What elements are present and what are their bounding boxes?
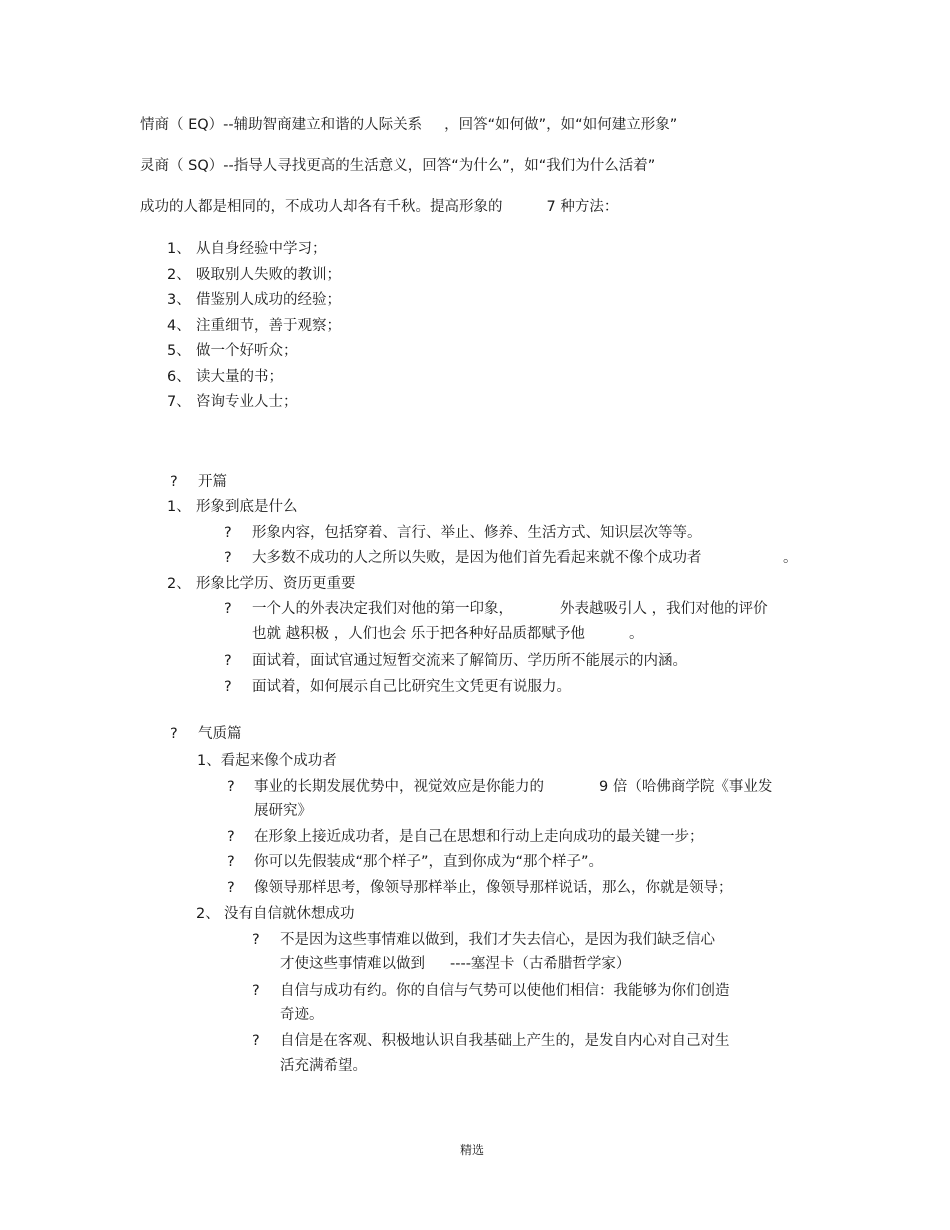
method-text: 做一个好听众； bbox=[196, 343, 298, 359]
part1-s1-bullet1: 形象内容，包括穿着、言行、举止、修养、生活方式、知识层次等等。 bbox=[252, 525, 702, 541]
method-text: 吸取别人失败的教训； bbox=[196, 267, 341, 283]
method-num: 5、 bbox=[167, 343, 191, 359]
part1-title: 开篇 bbox=[198, 474, 227, 490]
success-text-a: 成功的人都是相同的，不成功人却各有千秋。提高形象的 bbox=[140, 199, 503, 215]
part1-s2-bullet3: 面试着，如何展示自己比研究生文凭更有说服力。 bbox=[252, 679, 571, 695]
part1-s1-title: 形象到底是什么 bbox=[196, 499, 298, 515]
method-text: 借鉴别人成功的经验； bbox=[196, 292, 341, 308]
part1-s2-bullet1-c: 也就 越积极 ，人们也会 乐于把各种好品质都赋予他 bbox=[252, 626, 585, 642]
part1-s2-bullet1-a: 一个人的外表决定我们对他的第一印象， bbox=[252, 601, 513, 617]
bullet-marker: ? bbox=[252, 1033, 260, 1049]
part2-s1-title: 1、看起来像个成功者 bbox=[197, 753, 337, 769]
part1-s2-title: 形象比学历、资历更重要 bbox=[196, 576, 356, 592]
page-footer: 精选 bbox=[460, 1143, 485, 1157]
part2-s2-bullet1-c: ----塞涅卡（古希腊哲学家） bbox=[450, 956, 631, 972]
part2-s2-bullet3-b: 活充满希望。 bbox=[280, 1058, 367, 1074]
bullet-marker: ? bbox=[227, 779, 235, 795]
part2-s2-bullet2-a: 自信与成功有约。你的自信与气势可以使他们相信：我能够为你们创造 bbox=[280, 983, 730, 999]
part1-s2-bullet2: 面试着，面试官通过短暂交流来了解简历、学历所不能展示的内涵。 bbox=[252, 653, 687, 669]
bullet-marker: ? bbox=[227, 854, 235, 870]
bullet-marker: ? bbox=[224, 679, 232, 695]
part1-s2-num: 2、 bbox=[167, 576, 191, 592]
eq-text-a: 情商（ EQ）--辅助智商建立和谐的人际关系 bbox=[140, 117, 423, 133]
part2-s1-bullet4: 像领导那样思考，像领导那样举止，像领导那样说话，那么，你就是领导； bbox=[254, 880, 733, 896]
part2-title: 气质篇 bbox=[198, 726, 242, 742]
eq-text-b: ，回答“如何做”，如“如何建立形象” bbox=[444, 117, 678, 133]
part1-s1-num: 1、 bbox=[167, 499, 191, 515]
bullet-marker: ? bbox=[170, 474, 178, 490]
part1-s1-bullet2: 大多数不成功的人之所以失败，是因为他们首先看起来就不像个成功者 bbox=[252, 550, 702, 566]
sq-line: 灵商（ SQ）--指导人寻找更高的生活意义，回答“为什么”，如“我们为什么活着” bbox=[140, 158, 656, 174]
method-num: 2、 bbox=[167, 267, 191, 283]
part2-s1-bullet2: 在形象上接近成功者，是自己在思想和行动上走向成功的最关键一步； bbox=[254, 829, 704, 845]
part2-s2-bullet3-a: 自信是在客观、积极地认识自我基础上产生的，是发自内心对自己对生 bbox=[280, 1033, 730, 1049]
method-num: 6、 bbox=[167, 369, 191, 385]
part2-s1-bullet1-b: 9 倍（哈佛商学院《事业发 bbox=[599, 779, 773, 795]
bullet-marker: ? bbox=[224, 525, 232, 541]
eq-line bbox=[140, 115, 677, 135]
bullet-marker: ? bbox=[227, 880, 235, 896]
method-text: 读大量的书； bbox=[196, 369, 283, 385]
part2-s2-title: 没有自信就休想成功 bbox=[224, 906, 355, 922]
part2-s1-bullet1-a: 事业的长期发展优势中，视觉效应是你能力的 bbox=[254, 779, 544, 795]
bullet-marker: ? bbox=[252, 983, 260, 999]
method-text: 咨询专业人士； bbox=[196, 394, 298, 410]
method-num: 7、 bbox=[167, 394, 191, 410]
success-line bbox=[140, 197, 618, 217]
part2-s2-bullet1-b: 才使这些事情难以做到 bbox=[280, 956, 425, 972]
part1-s1-bullet2-end: 。 bbox=[783, 550, 798, 566]
method-num: 1、 bbox=[167, 241, 191, 257]
part1-s2-bullet1-b: 外表越吸引人 ，我们对他的评价 bbox=[560, 601, 768, 617]
bullet-marker: ? bbox=[227, 829, 235, 845]
part2-s2-num: 2、 bbox=[196, 906, 220, 922]
bullet-marker: ? bbox=[170, 726, 178, 742]
part2-s2-bullet1-a: 不是因为这些事情难以做到，我们才失去信心，是因为我们缺乏信心 bbox=[280, 932, 715, 948]
part1-s2-bullet1-d: 。 bbox=[629, 626, 644, 642]
method-num: 3、 bbox=[167, 292, 191, 308]
part2-s2-bullet2-b: 奇迹。 bbox=[280, 1007, 324, 1023]
bullet-marker: ? bbox=[224, 601, 232, 617]
method-text: 从自身经验中学习； bbox=[196, 241, 327, 257]
method-text: 注重细节，善于观察； bbox=[196, 318, 341, 334]
success-text-b: 7 种方法： bbox=[546, 199, 619, 215]
bullet-marker: ? bbox=[224, 653, 232, 669]
method-num: 4、 bbox=[167, 318, 191, 334]
bullet-marker: ? bbox=[252, 932, 260, 948]
bullet-marker: ? bbox=[224, 550, 232, 566]
part2-s1-bullet1-c: 展研究》 bbox=[254, 803, 312, 819]
part2-s1-bullet3: 你可以先假装成“那个样子”，直到你成为“那个样子”。 bbox=[254, 854, 604, 870]
